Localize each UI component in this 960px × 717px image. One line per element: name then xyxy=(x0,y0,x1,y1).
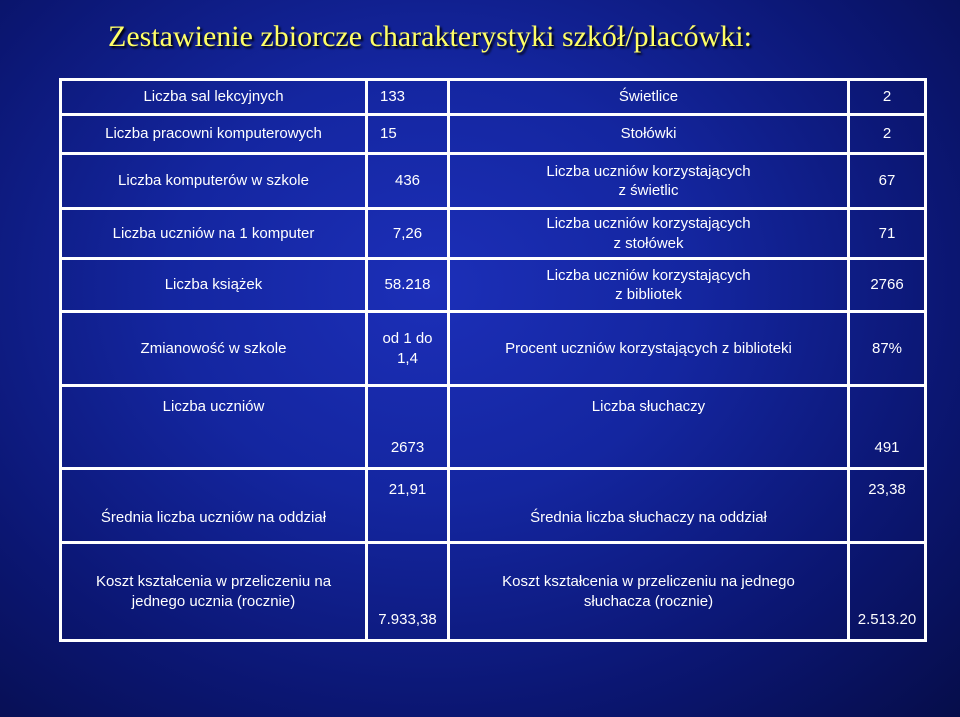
row-value-secondary: 87% xyxy=(849,312,926,386)
row-label: Liczba pracowni komputerowych xyxy=(61,115,367,154)
row-label-secondary: Liczba uczniów korzystających z świetlic xyxy=(449,154,849,209)
row-value: 133 xyxy=(367,80,449,115)
row-label: Liczba książek xyxy=(61,259,367,312)
row-label-secondary: Liczba uczniów korzystających z stołówek xyxy=(449,209,849,259)
row-value-secondary: 2 xyxy=(849,115,926,154)
row-value-secondary: 71 xyxy=(849,209,926,259)
row-label: Zmianowość w szkole xyxy=(61,312,367,386)
row-value-secondary: 2 xyxy=(849,80,926,115)
row-value: 58.218 xyxy=(367,259,449,312)
row-label-secondary: Świetlice xyxy=(449,80,849,115)
row-label-secondary: Procent uczniów korzystających z biblioteki xyxy=(449,312,849,386)
row-label: Koszt kształcenia w przeliczeniu na jednego ucznia (rocznie) xyxy=(61,543,367,641)
table-row xyxy=(61,543,926,641)
row-value: 7.933,38 xyxy=(367,543,449,641)
table-row xyxy=(61,259,926,312)
row-value: 15 xyxy=(367,115,449,154)
summary-table xyxy=(59,78,927,642)
row-value: 21,91 xyxy=(367,469,449,543)
row-label-secondary: Koszt kształcenia w przeliczeniu na jednego słuchacza (rocznie) xyxy=(449,543,849,641)
row-label-secondary: Średnia liczba słuchaczy na oddział xyxy=(449,469,849,543)
row-label-secondary: Liczba słuchaczy xyxy=(449,386,849,469)
row-label: Liczba uczniów xyxy=(61,386,367,469)
table-row xyxy=(61,386,926,469)
row-label: Liczba komputerów w szkole xyxy=(61,154,367,209)
row-value-secondary: 2.513.20 xyxy=(849,543,926,641)
page-title: Zestawienie zbiorcze charakterystyki szkół/placówki: xyxy=(108,20,752,53)
row-value: od 1 do 1,4 xyxy=(367,312,449,386)
row-value: 436 xyxy=(367,154,449,209)
row-value: 7,26 xyxy=(367,209,449,259)
row-value: 2673 xyxy=(367,386,449,469)
table-row xyxy=(61,469,926,543)
row-label-secondary: Liczba uczniów korzystających z bibliotek xyxy=(449,259,849,312)
row-value-secondary: 2766 xyxy=(849,259,926,312)
row-label: Liczba uczniów na 1 komputer xyxy=(61,209,367,259)
row-label-secondary: Stołówki xyxy=(449,115,849,154)
table-row xyxy=(61,115,926,154)
table-row xyxy=(61,80,926,115)
row-value-secondary: 23,38 xyxy=(849,469,926,543)
table-row xyxy=(61,209,926,259)
row-label: Średnia liczba uczniów na oddział xyxy=(61,469,367,543)
table-row xyxy=(61,312,926,386)
row-label: Liczba sal lekcyjnych xyxy=(61,80,367,115)
table-row xyxy=(61,154,926,209)
row-value-secondary: 491 xyxy=(849,386,926,469)
row-value-secondary: 67 xyxy=(849,154,926,209)
